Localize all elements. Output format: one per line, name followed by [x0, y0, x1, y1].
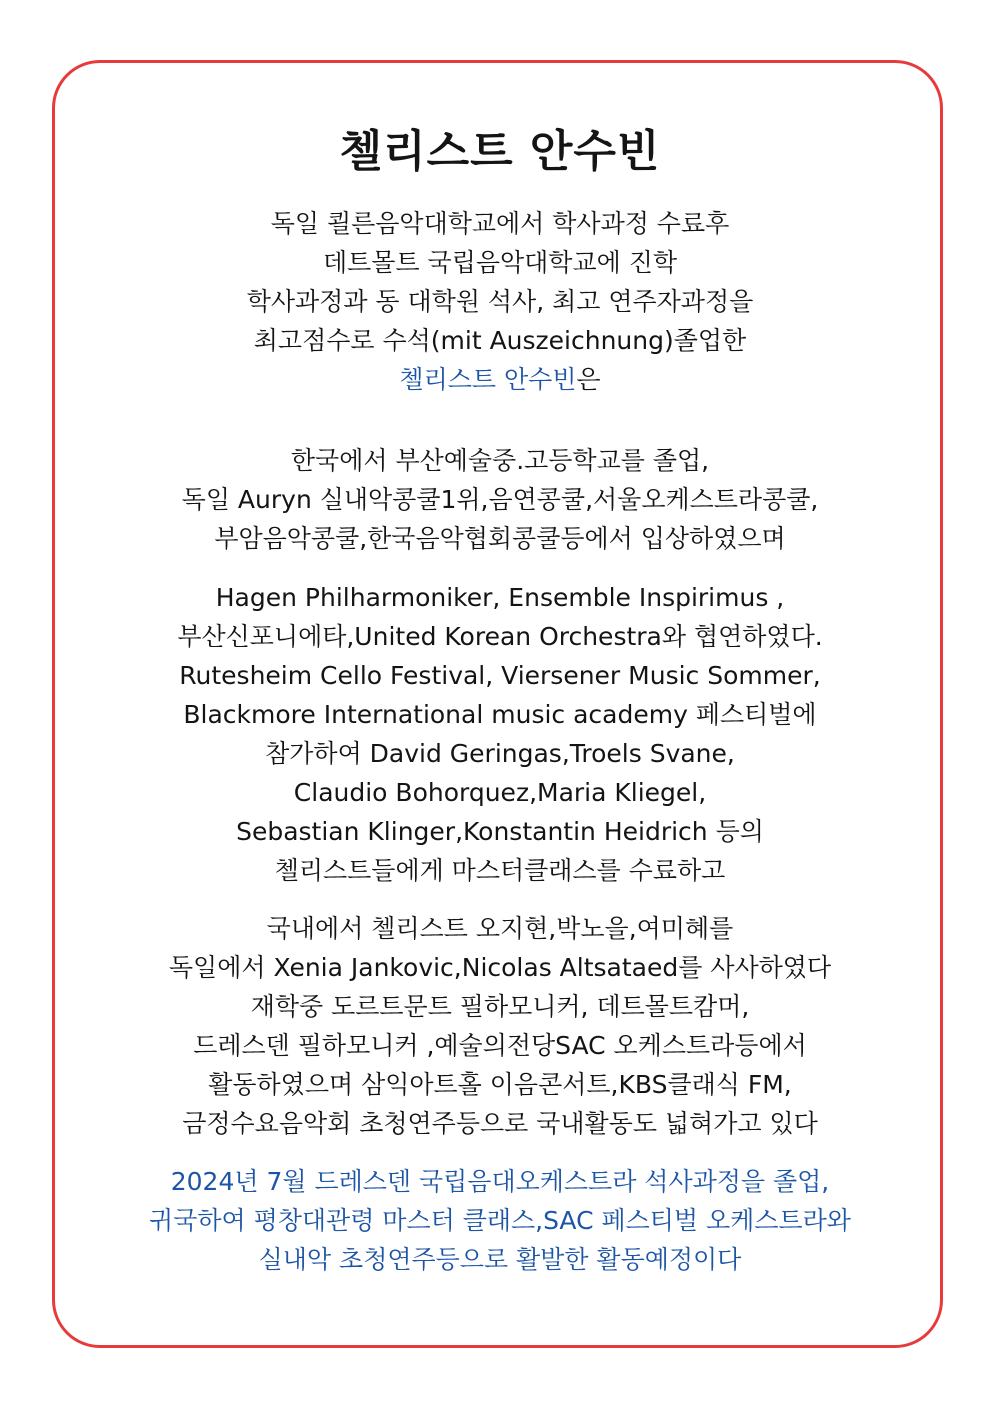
teachers-paragraph — [0, 909, 1000, 1143]
awards-line: 부암음악콩쿨,한국음악협회콩쿨등에서 입상하였으며 — [214, 524, 786, 553]
intro-line: 데트몰트 국립음악대학교에 진학 — [323, 248, 677, 277]
career-line: Sebastian Klinger,Konstantin Heidrich 등의 — [236, 817, 764, 846]
teachers-line: 금정수요음악회 초청연주등으로 국내활동도 넓혀가고 있다 — [182, 1109, 818, 1138]
career-line: 첼리스트들에게 마스터클래스를 수료하고 — [274, 856, 726, 885]
intro-line: 최고점수로 수석(mit Auszeichnung)졸업한 — [253, 326, 747, 355]
awards-line: 독일 Auryn 실내악콩쿨1위,음연콩쿨,서울오케스트라콩쿨, — [181, 485, 819, 514]
closing-paragraph — [0, 1162, 1000, 1279]
cellist-name-highlight: 첼리스트 안수빈 — [399, 365, 577, 394]
career-line: Rutesheim Cello Festival, Viersener Music Sommer, — [179, 661, 821, 690]
teachers-line: 드레스덴 필하모니커 ,예술의전당SAC 오케스트라등에서 — [193, 1031, 807, 1060]
awards-paragraph — [0, 441, 1000, 558]
closing-line: 2024년 7월 드레스덴 국립음대오케스트라 석사과정을 졸업, — [170, 1167, 830, 1196]
career-line: Blackmore International music academy 페스티벌에 — [183, 700, 817, 729]
career-paragraph — [0, 578, 1000, 890]
teachers-line: 재학중 도르트문트 필하모니커, 데트몰트캄머, — [250, 992, 750, 1021]
page-title: 첼리스트 안수빈 — [339, 126, 661, 177]
teachers-line: 활동하였으며 삼익아트홀 이음콘서트,KBS클래식 FM, — [208, 1070, 792, 1099]
name-suffix: 은 — [576, 365, 601, 394]
career-line: 부산신포니에타,United Korean Orchestra와 협연하였다. — [177, 622, 823, 651]
intro-line: 독일 쾰른음악대학교에서 학사과정 수료후 — [270, 209, 730, 238]
intro-line: 학사과정과 동 대학원 석사, 최고 연주자과정을 — [246, 287, 754, 316]
teachers-line: 국내에서 첼리스트 오지현,박노을,여미혜를 — [266, 914, 734, 943]
career-line: Claudio Bohorquez,Maria Kliegel, — [293, 778, 707, 807]
intro-name-line — [0, 360, 1000, 399]
career-line: Hagen Philharmoniker, Ensemble Inspirimus , — [215, 583, 785, 612]
awards-line: 한국에서 부산예술중.고등학교를 졸업, — [290, 446, 710, 475]
closing-line: 귀국하여 평창대관령 마스터 클래스,SAC 페스티벌 오케스트라와 — [149, 1206, 851, 1235]
intro-paragraph — [0, 204, 1000, 399]
closing-line: 실내악 초청연주등으로 활발한 활동예정이다 — [258, 1245, 742, 1274]
career-line: 참가하여 David Geringas,Troels Svane, — [265, 739, 735, 768]
teachers-line: 독일에서 Xenia Jankovic,Nicolas Altsataed를 사사하였다 — [168, 953, 832, 982]
